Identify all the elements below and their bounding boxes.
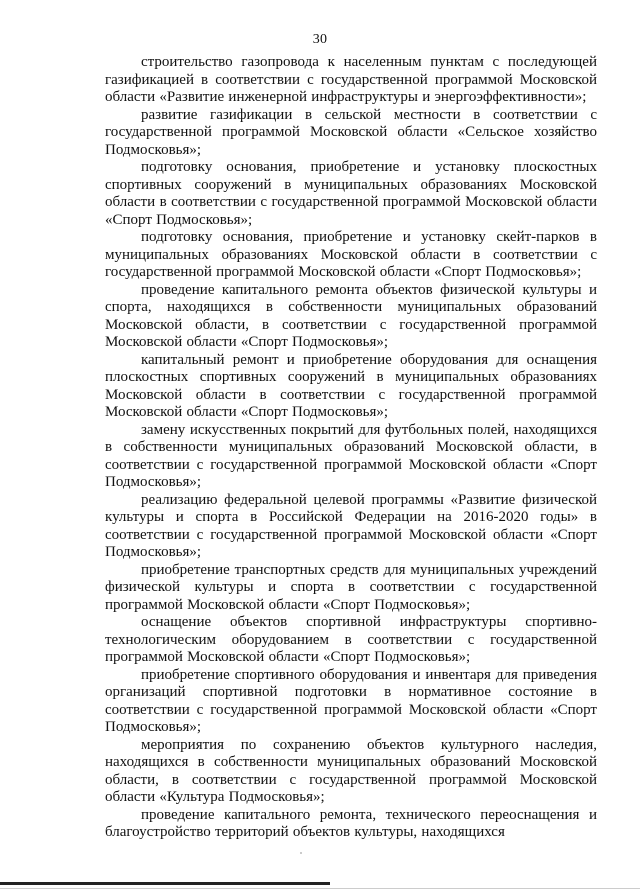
paragraph-federal-program: реализацию федеральной целевой программы «Развитие физической культуры и спорта в Российской Федерации на 2016-2020 годы» в соответствии с государственной программой Московской области «Спорт Подмосковья»;: [105, 491, 597, 560]
paragraph-rural-gasification: развитие газификации в сельской местности в соответствии с государственной программой Московской области «Сельское хозяйство Подмосковья»;: [105, 106, 597, 158]
paragraph-sports-equipment-repair: капитальный ремонт и приобретение оборудования для оснащения плоскостных спортивных сооружений в муниципальных образованиях Московской области в соответствии с государственной программой Московской области «Спорт Подмосковья»;: [105, 351, 597, 420]
paragraph-skate-parks: подготовку основания, приобретение и установку скейт-парков в муниципальных образованиях Московской области в соответствии с государственной программой Московской области «Спорт Подмосковья»;: [105, 229, 597, 280]
paragraph-sports-infrastructure: оснащение объектов спортивной инфраструктуры спортивно-технологическим оборудованием в соответствии с государственной программой Московской области «Спорт Подмосковья»;: [105, 614, 597, 665]
paragraph-football-turf: замену искусственных покрытий для футбольных полей, находящихся в собственности муниципальных образований Московской области, в соответствии с государственной программой Московской области «Спорт Подмосковья»;: [105, 421, 597, 490]
scan-artifact: [300, 852, 302, 854]
page-number: 30: [312, 32, 328, 47]
paragraph-culture-objects: проведение капитального ремонта, технического переоснащения и благоустройство территорий объектов культуры, находящихся: [105, 806, 597, 840]
paragraph-sports-capital-repair: проведение капитального ремонта объектов физической культуры и спорта, находящихся в собственности муниципальных образований Московской области, в соответствии с государственной программой Московской области «Спорт Подмосковья»;: [105, 281, 597, 350]
bottom-edge-line: [0, 888, 640, 889]
paragraph-gas-pipeline: строительство газопровода к населенным пунктам с последующей газификацией в соответствии с государственной программой Московской области «Развитие инженерной инфраструктуры и энергоэффективности»;: [105, 54, 597, 105]
paragraph-sports-inventory: приобретение спортивного оборудования и инвентаря для приведения организаций спортивной подготовки в нормативное состояние в соответствии с государственной программой Московской области «Спорт Подмосковья»;: [105, 666, 597, 735]
paragraph-flat-sports-facilities: подготовку основания, приобретение и установку плоскостных спортивных сооружений в муниципальных образованиях Московской области в соответствии с государственной программой Московской области «Спорт Подмосковья»;: [105, 159, 597, 228]
paragraph-cultural-heritage: мероприятия по сохранению объектов культурного наследия, находящихся в собственности муниципальных образований Московской области, в соответствии с государственной программой Московской области «Культура Подмосковья»;: [105, 736, 597, 805]
document-body: [105, 54, 597, 842]
paragraph-vehicles: приобретение транспортных средств для муниципальных учреждений физической культуры и спорта в соответствии с государственной программой Московской области «Спорт Подмосковья»;: [105, 561, 597, 613]
bottom-rule: [0, 882, 330, 885]
